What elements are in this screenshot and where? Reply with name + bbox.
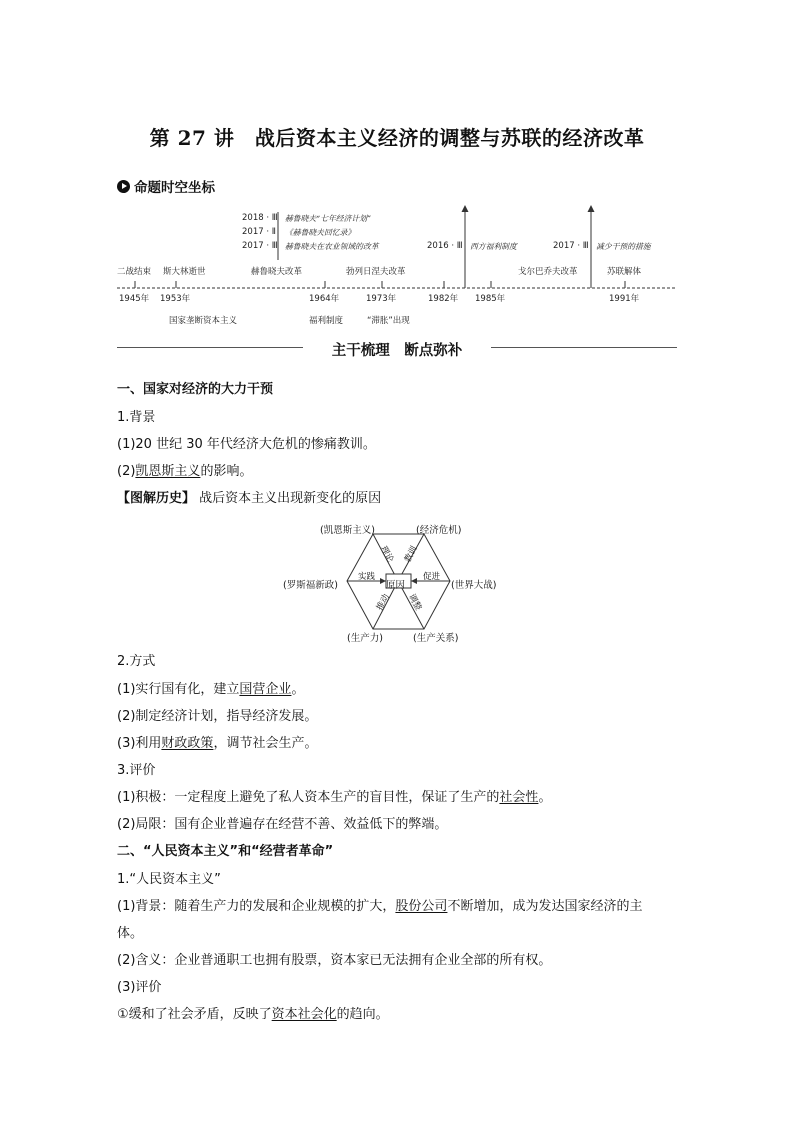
spoke-label-promote: 促进	[423, 572, 441, 582]
people-capitalism-meaning: (2)含义：企业普通职工也拥有股票，资本家已无法拥有企业全部的所有权。	[117, 953, 552, 968]
note-text-3: 赫鲁晓夫在农业领域的改革	[285, 242, 379, 251]
node-productivity: (生产力)	[347, 633, 383, 644]
people-capitalism-eval-1: ①缓和了社会矛盾，反映了资本社会化的趋向。	[117, 1007, 389, 1022]
method-item-2: (2)制定经济计划，指导经济发展。	[117, 709, 318, 724]
event-stagflation: “滞胀”出现	[367, 316, 410, 326]
people-capitalism-title: 1.“人民资本主义”	[117, 872, 221, 887]
event-khrushchev-reform: 赫鲁晓夫改革	[251, 267, 303, 277]
note-text-1: 赫鲁晓夫“七年经济计划”	[285, 214, 371, 223]
part1-heading: 一、国家对经济的大力干预	[117, 382, 274, 397]
spoke-label-push: 推动	[374, 592, 392, 613]
year-1985: 1985年	[475, 294, 506, 304]
event-brezhnev-reform: 勃列日涅夫改革	[346, 267, 406, 277]
event-gorbachev-reform: 戈尔巴乔夫改革	[518, 267, 578, 277]
keyword-joint-stock-company: 股份公司	[395, 899, 448, 914]
evaluation-item-1: (1)积极：一定程度上避免了私人资本生产的盲目性，保证了生产的社会性。	[117, 790, 552, 805]
year-1964: 1964年	[309, 294, 340, 304]
method-title: 2.方式	[117, 654, 156, 669]
timeline-graphic	[0, 0, 794, 340]
event-state-monopoly: 国家垄断资本主义	[169, 316, 238, 326]
note-text-mid: 西方福利制度	[470, 242, 517, 251]
keyword-keynesianism: 凯恩斯主义	[135, 464, 201, 479]
event-ussr-collapse: 苏联解体	[607, 267, 642, 277]
event-ww2-end: 二战结束	[117, 267, 152, 277]
page-title: 第 27 讲 战后资本主义经济的调整与苏联的经济改革	[149, 126, 645, 150]
year-1973: 1973年	[366, 294, 397, 304]
spoke-label-lesson: 教训	[402, 544, 420, 565]
note-text-2: 《赫鲁晓夫回忆录》	[285, 228, 356, 237]
note-tag-1: 2018 · Ⅲ	[242, 213, 278, 223]
keyword-capital-socialization: 资本社会化	[271, 1007, 337, 1022]
method-item-3: (3)利用财政政策，调节社会生产。	[117, 736, 318, 751]
people-capitalism-background: (1)背景：随着生产力的发展和企业规模的扩大，股份公司不断增加，成为发达国家经济的主	[117, 899, 643, 914]
background-title: 1.背景	[117, 410, 156, 425]
background-item-1: (1)20 世纪 30 年代经济大危机的惨痛教训。	[117, 437, 376, 452]
note-tag-3: 2017 · Ⅲ	[242, 241, 278, 251]
people-capitalism-eval-title: (3)评价	[117, 980, 162, 995]
node-world-war: (世界大战)	[451, 580, 497, 591]
node-economic-crisis: (经济危机)	[416, 525, 462, 536]
note-tag-right: 2017 · Ⅲ	[553, 241, 589, 251]
keyword-sociality: 社会性	[499, 790, 539, 805]
evaluation-item-2: (2)局限：国有企业普遍存在经营不善、效益低下的弊端。	[117, 817, 448, 832]
spoke-label-adjust: 调整	[406, 592, 424, 613]
spoke-label-theory: 理论	[378, 544, 396, 565]
arrow-right-head	[411, 578, 417, 584]
year-1982: 1982年	[428, 294, 459, 304]
event-stalin-death: 斯大林逝世	[163, 267, 206, 277]
center-label: 原因	[386, 580, 406, 591]
note-tag-mid: 2016 · Ⅲ	[427, 241, 463, 251]
keyword-state-enterprise: 国营企业	[239, 682, 292, 697]
keyword-fiscal-policy: 财政政策	[161, 736, 214, 751]
people-capitalism-background-cont: 体。	[117, 926, 144, 941]
diagram-caption: 【图解历史】 战后资本主义出现新变化的原因	[117, 491, 382, 506]
timeline-section-text: 命题时空坐标	[134, 180, 215, 196]
arrow-1982-head	[462, 205, 469, 212]
background-item-2: (2)凯恩斯主义的影响。	[117, 464, 253, 479]
note-text-right: 减少干预的措施	[596, 242, 651, 251]
year-1991: 1991年	[609, 294, 640, 304]
note-tag-2: 2017 · Ⅱ	[242, 227, 276, 237]
arrow-1991-head	[588, 205, 595, 212]
node-production-relations: (生产关系)	[413, 633, 459, 644]
node-keynesianism: (凯恩斯主义)	[320, 525, 375, 536]
event-welfare-system: 福利制度	[309, 316, 344, 326]
method-item-1: (1)实行国有化，建立国营企业。	[117, 682, 305, 697]
evaluation-title: 3.评价	[117, 763, 156, 778]
node-new-deal: (罗斯福新政)	[283, 580, 338, 591]
part2-heading: 二、“人民资本主义”和“经营者革命”	[117, 844, 334, 859]
year-1945: 1945年	[119, 294, 150, 304]
year-1953: 1953年	[160, 294, 191, 304]
section-banner: 主干梳理 断点弥补	[331, 343, 463, 359]
spoke-label-practice: 实践	[358, 572, 376, 582]
